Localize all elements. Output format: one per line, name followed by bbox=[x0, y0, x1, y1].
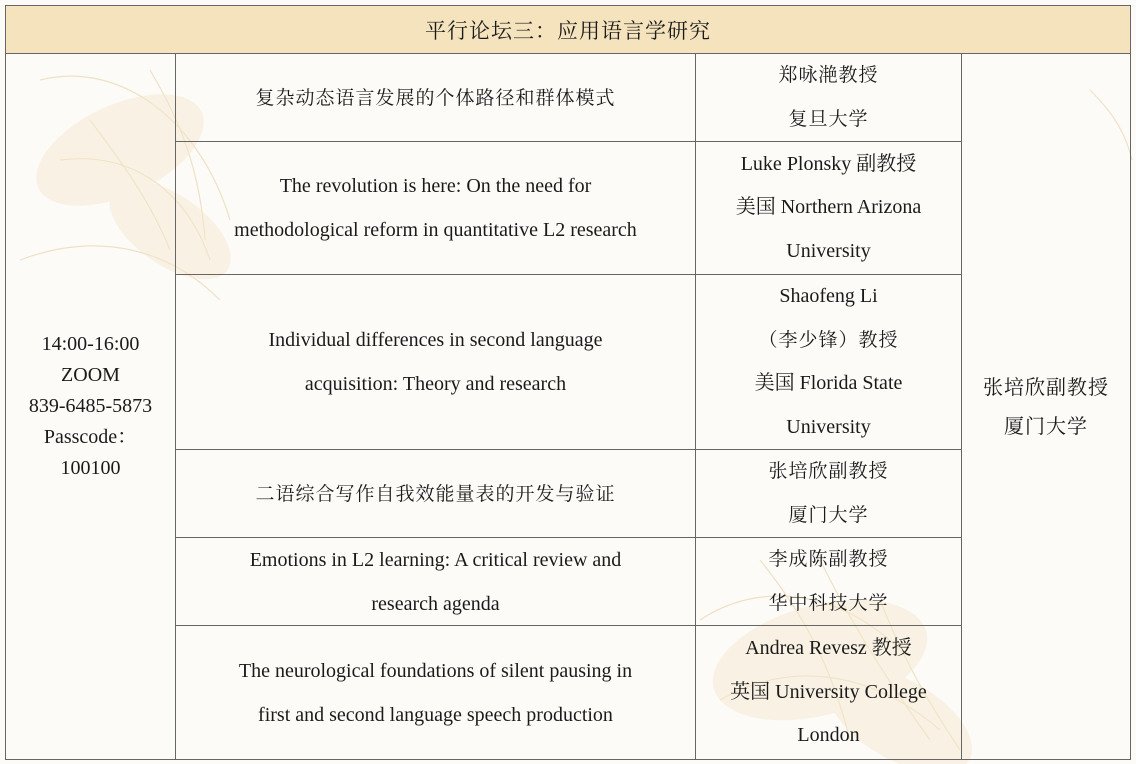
speaker-affiliation: 厦门大学 bbox=[788, 503, 869, 526]
speaker-affiliation: 华中科技大学 bbox=[768, 591, 889, 614]
speaker-affiliation: 复旦大学 bbox=[788, 107, 869, 130]
speaker-name: 李成陈副教授 bbox=[768, 548, 889, 570]
schedule-table bbox=[5, 54, 1131, 760]
talk-topic: 复杂动态语言发展的个体路径和群体模式 bbox=[175, 54, 695, 142]
session-time: 14:00-16:00 bbox=[41, 333, 140, 355]
speaker-name: Luke Plonsky 副教授 bbox=[740, 152, 917, 175]
session-info-cell bbox=[5, 54, 175, 760]
speaker-name: 郑咏滟教授 bbox=[778, 64, 879, 86]
talk-speaker bbox=[695, 54, 961, 142]
speaker-affiliation: 美国 Northern Arizona bbox=[735, 196, 922, 219]
speaker-affiliation: London bbox=[797, 724, 860, 747]
speaker-affiliation: University bbox=[786, 415, 871, 438]
session-chair-cell bbox=[961, 54, 1131, 760]
speaker-name: Shaofeng Li bbox=[779, 285, 878, 307]
talk-topic: Individual differences in second language acquisition: Theory and research bbox=[175, 275, 695, 450]
speaker-name: Andrea Revesz 教授 bbox=[745, 637, 912, 660]
talk-topic: 二语综合写作自我效能量表的开发与验证 bbox=[175, 450, 695, 538]
talk-topic: The revolution is here: On the need for methodological reform in quantitative L2 research bbox=[175, 142, 695, 275]
talk-topic: Emotions in L2 learning: A critical review and research agenda bbox=[175, 538, 695, 626]
speaker-affiliation: 英国 University College bbox=[730, 680, 927, 703]
talk-speaker bbox=[695, 538, 961, 626]
talk-speaker bbox=[695, 626, 961, 760]
meeting-id: 839-6485-5873 bbox=[28, 395, 153, 417]
forum-title: 平行论坛三：应用语言学研究 bbox=[5, 5, 1131, 54]
chair-name: 张培欣副教授 bbox=[983, 374, 1109, 399]
speaker-name: 张培欣副教授 bbox=[768, 460, 889, 482]
speaker-affiliation: 美国 Florida State bbox=[754, 372, 903, 394]
passcode-value: 100100 bbox=[60, 457, 121, 479]
talk-speaker bbox=[695, 450, 961, 538]
speaker-affiliation: University bbox=[786, 239, 871, 262]
speaker-name-chinese: （李少锋）教授 bbox=[758, 328, 899, 351]
session-platform: ZOOM bbox=[61, 364, 120, 386]
chair-affiliation: 厦门大学 bbox=[1004, 413, 1088, 438]
talk-speaker bbox=[695, 142, 961, 275]
talk-speaker bbox=[695, 275, 961, 450]
passcode-label: Passcode： bbox=[43, 426, 138, 448]
talk-topic: The neurological foundations of silent pausing in first and second language speech production bbox=[175, 626, 695, 760]
